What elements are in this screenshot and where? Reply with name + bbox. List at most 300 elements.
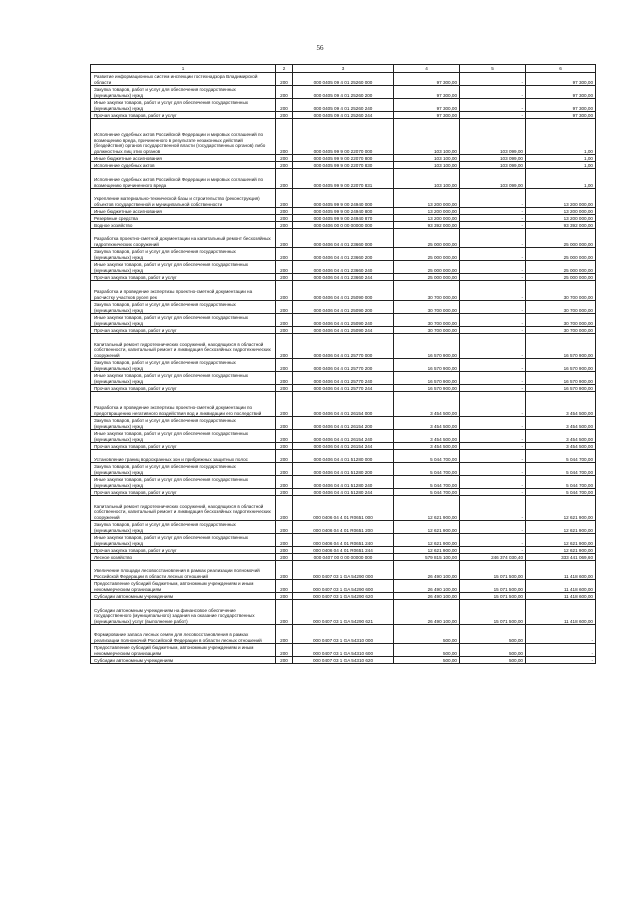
row-value: 16 570 900,00 bbox=[526, 359, 596, 372]
row-label: Установление границ водоохранных зон и прибрежных защитных полос bbox=[91, 450, 276, 463]
row-value: 16 570 900,00 bbox=[526, 334, 596, 359]
row-label: Разработка и проведение экспертизы проектно-сметной документации на расчистку участков русел рек bbox=[91, 281, 276, 301]
table-row bbox=[91, 112, 596, 119]
row-value: 97 300,00 bbox=[526, 86, 596, 99]
table-row bbox=[91, 561, 596, 580]
row-value: 200 bbox=[276, 580, 293, 593]
row-value: 15 071 500,00 bbox=[460, 593, 526, 600]
row-value: 200 bbox=[276, 392, 293, 417]
row-value: 000 0407 03 1 GA 54310 600 bbox=[293, 644, 394, 657]
row-label: Закупка товаров, работ и услуг для обеспечения государственных (муниципальных) нужд bbox=[91, 417, 276, 430]
table-row bbox=[91, 301, 596, 314]
row-value: - bbox=[460, 476, 526, 489]
row-label: Водное хозяйство bbox=[91, 222, 276, 229]
row-value: 12 621 900,00 bbox=[394, 496, 460, 521]
row-value: 3 454 500,00 bbox=[394, 443, 460, 450]
row-value: 3 454 500,00 bbox=[394, 392, 460, 417]
table-row bbox=[91, 430, 596, 443]
row-value: 200 bbox=[276, 189, 293, 208]
row-value: 25 000 000,00 bbox=[526, 248, 596, 261]
row-value: 200 bbox=[276, 534, 293, 547]
row-value: 16 570 900,00 bbox=[526, 372, 596, 385]
row-label: Прочая закупка товаров, работ и услуг bbox=[91, 489, 276, 496]
row-value: 000 0406 04 4 01 25090 240 bbox=[293, 314, 394, 327]
table-row bbox=[91, 476, 596, 489]
row-value: - bbox=[460, 450, 526, 463]
table-row bbox=[91, 385, 596, 392]
row-value: 000 0406 04 4 01 51280 244 bbox=[293, 489, 394, 496]
row-value: 000 0406 04 4 01 51280 200 bbox=[293, 463, 394, 476]
row-value: 200 bbox=[276, 112, 293, 119]
row-value: 200 bbox=[276, 657, 293, 664]
row-value: 25 000 000,00 bbox=[394, 248, 460, 261]
row-value: 000 0407 03 1 GA 54290 620 bbox=[293, 593, 394, 600]
row-value: 16 570 900,00 bbox=[394, 359, 460, 372]
row-value: - bbox=[526, 625, 596, 644]
row-value: 200 bbox=[276, 99, 293, 112]
table-row bbox=[91, 443, 596, 450]
row-label: Прочая закупка товаров, работ и услуг bbox=[91, 327, 276, 334]
table-row bbox=[91, 580, 596, 593]
row-value: - bbox=[460, 385, 526, 392]
row-value: - bbox=[460, 86, 526, 99]
row-value: 200 bbox=[276, 261, 293, 274]
row-label: Прочая закупка товаров, работ и услуг bbox=[91, 443, 276, 450]
row-label: Иные закупки товаров, работ и услуг для обеспечения государственных (муниципальных) нужд bbox=[91, 314, 276, 327]
row-value: - bbox=[460, 463, 526, 476]
row-value: 12 621 900,00 bbox=[394, 521, 460, 534]
row-value: 16 570 900,00 bbox=[526, 385, 596, 392]
table-row bbox=[91, 489, 596, 496]
row-value: 200 bbox=[276, 215, 293, 222]
row-label: Лесное хозяйство bbox=[91, 554, 276, 561]
row-value: - bbox=[460, 547, 526, 554]
row-label: Закупка товаров, работ и услуг для обеспечения государственных (муниципальных) нужд bbox=[91, 301, 276, 314]
row-value: 13 200 000,00 bbox=[394, 189, 460, 208]
row-value: 1,00 bbox=[526, 162, 596, 169]
row-value: - bbox=[460, 430, 526, 443]
row-label: Иные закупки товаров, работ и услуг для обеспечения государственных (муниципальных) нужд bbox=[91, 372, 276, 385]
row-value: 5 044 700,00 bbox=[394, 489, 460, 496]
table-row bbox=[91, 521, 596, 534]
row-label: Закупка товаров, работ и услуг для обеспечения государственных (муниципальных) нужд bbox=[91, 86, 276, 99]
row-value: 000 0407 00 0 00 00000 000 bbox=[293, 554, 394, 561]
row-value: 26 490 100,00 bbox=[394, 600, 460, 625]
row-value: - bbox=[526, 657, 596, 664]
row-value: - bbox=[460, 261, 526, 274]
table-row bbox=[91, 169, 596, 189]
table-row bbox=[91, 534, 596, 547]
row-value: - bbox=[460, 112, 526, 119]
row-value: 25 000 000,00 bbox=[526, 229, 596, 248]
row-value: 15 071 500,00 bbox=[460, 561, 526, 580]
table-row bbox=[91, 208, 596, 215]
table-row bbox=[91, 417, 596, 430]
row-label: Исполнение судебных актов bbox=[91, 162, 276, 169]
row-value: 30 700 000,00 bbox=[394, 301, 460, 314]
row-value: 000 0406 04 4 01 25770 240 bbox=[293, 372, 394, 385]
column-header: 5 bbox=[460, 65, 526, 73]
row-value: 000 0406 00 0 00 00000 000 bbox=[293, 222, 394, 229]
table-row bbox=[91, 248, 596, 261]
row-value: - bbox=[460, 301, 526, 314]
table-row bbox=[91, 547, 596, 554]
row-value: - bbox=[460, 215, 526, 222]
row-value: 200 bbox=[276, 155, 293, 162]
row-value: 200 bbox=[276, 417, 293, 430]
row-value: 30 700 000,00 bbox=[526, 301, 596, 314]
row-value: 30 700 000,00 bbox=[526, 281, 596, 301]
row-value: 93 392 000,00 bbox=[394, 222, 460, 229]
table-row bbox=[91, 644, 596, 657]
row-value: 103 099,00 bbox=[460, 162, 526, 169]
row-value: 000 0406 04 4 01 R0651 000 bbox=[293, 496, 394, 521]
column-header: 3 bbox=[293, 65, 394, 73]
row-value: 000 0406 04 4 01 26154 244 bbox=[293, 443, 394, 450]
row-value: 200 bbox=[276, 301, 293, 314]
row-value: 500,00 bbox=[394, 644, 460, 657]
row-value: 1,00 bbox=[526, 155, 596, 162]
row-label: Иные бюджетные ассигнования bbox=[91, 155, 276, 162]
row-value: 200 bbox=[276, 443, 293, 450]
table-row bbox=[91, 372, 596, 385]
row-label: Увеличение площади лесовосстановления в рамках реализации полномочий Российской Федерации в области лесных отношений bbox=[91, 561, 276, 580]
row-value: 13 200 000,00 bbox=[526, 189, 596, 208]
row-value: 000 0405 99 9 00 24940 870 bbox=[293, 215, 394, 222]
table-row bbox=[91, 554, 596, 561]
row-value: 200 bbox=[276, 86, 293, 99]
row-value: 500,00 bbox=[460, 657, 526, 664]
row-value: 26 490 100,00 bbox=[394, 580, 460, 593]
row-value: 30 700 000,00 bbox=[394, 314, 460, 327]
row-value: 11 418 600,00 bbox=[526, 600, 596, 625]
row-value: 103 099,00 bbox=[460, 169, 526, 189]
row-value: 103 100,00 bbox=[394, 155, 460, 162]
row-label: Иные закупки товаров, работ и услуг для обеспечения государственных (муниципальных) нужд bbox=[91, 534, 276, 547]
row-value: 200 bbox=[276, 561, 293, 580]
row-value: 25 000 000,00 bbox=[394, 274, 460, 281]
row-value: 13 200 000,00 bbox=[526, 208, 596, 215]
row-value: - bbox=[460, 314, 526, 327]
row-value: 000 0405 09 4 01 25260 200 bbox=[293, 86, 394, 99]
row-value: 000 0406 04 4 01 25770 000 bbox=[293, 334, 394, 359]
row-value: 000 0406 04 4 01 51280 240 bbox=[293, 476, 394, 489]
row-value: - bbox=[460, 443, 526, 450]
row-value: 000 0406 04 4 01 23660 244 bbox=[293, 274, 394, 281]
table-row bbox=[91, 327, 596, 334]
row-value: 97 300,00 bbox=[526, 73, 596, 86]
row-value: 500,00 bbox=[460, 625, 526, 644]
row-value: 26 490 100,00 bbox=[394, 561, 460, 580]
row-value: 200 bbox=[276, 430, 293, 443]
row-label: Предоставление субсидий бюджетным, автономным учреждениям и иным некоммерческим организациям bbox=[91, 580, 276, 593]
table-row bbox=[91, 496, 596, 521]
row-value: 200 bbox=[276, 450, 293, 463]
row-value: 97 300,00 bbox=[526, 112, 596, 119]
row-value: 5 044 700,00 bbox=[526, 489, 596, 496]
row-label: Укрепление материально-технической базы и строительство (реконструкция) объектов государственной и муниципальной собственности bbox=[91, 189, 276, 208]
column-header: 4 bbox=[394, 65, 460, 73]
table-row bbox=[91, 463, 596, 476]
row-value: 97 300,00 bbox=[394, 86, 460, 99]
row-value: 000 0406 04 4 01 25090 244 bbox=[293, 327, 394, 334]
table-row bbox=[91, 73, 596, 86]
table-row bbox=[91, 450, 596, 463]
row-value: 12 621 900,00 bbox=[526, 521, 596, 534]
row-value: 000 0405 99 9 00 22070 800 bbox=[293, 155, 394, 162]
row-value: 333 441 069,60 bbox=[526, 554, 596, 561]
row-value: 25 000 000,00 bbox=[526, 261, 596, 274]
row-value: - bbox=[526, 644, 596, 657]
row-value: 200 bbox=[276, 385, 293, 392]
column-header: 6 bbox=[526, 65, 596, 73]
row-value: 000 0405 09 4 01 25260 000 bbox=[293, 73, 394, 86]
table-row bbox=[91, 155, 596, 162]
table-row bbox=[91, 281, 596, 301]
row-value: 200 bbox=[276, 359, 293, 372]
row-value: 1,00 bbox=[526, 169, 596, 189]
row-label: Субсидии автономным учреждениям bbox=[91, 657, 276, 664]
row-value: 000 0405 99 9 00 22070 000 bbox=[293, 119, 394, 155]
row-value: - bbox=[460, 417, 526, 430]
row-value: 246 374 030,40 bbox=[460, 554, 526, 561]
row-value: 30 700 000,00 bbox=[394, 327, 460, 334]
row-value: 97 300,00 bbox=[394, 99, 460, 112]
row-value: 25 000 000,00 bbox=[394, 261, 460, 274]
row-value: 200 bbox=[276, 274, 293, 281]
row-value: 5 044 700,00 bbox=[526, 476, 596, 489]
row-value: 000 0405 99 9 00 22070 831 bbox=[293, 169, 394, 189]
page-number: 56 bbox=[316, 44, 324, 52]
row-value: 000 0406 04 4 01 23660 200 bbox=[293, 248, 394, 261]
table-row bbox=[91, 593, 596, 600]
row-value: 000 0407 03 1 GA 54290 621 bbox=[293, 600, 394, 625]
row-value: 5 044 700,00 bbox=[394, 476, 460, 489]
row-value: 200 bbox=[276, 521, 293, 534]
row-value: 000 0405 99 9 00 22070 830 bbox=[293, 162, 394, 169]
table-row bbox=[91, 274, 596, 281]
row-value: 000 0406 04 4 01 25770 244 bbox=[293, 385, 394, 392]
row-value: 12 621 900,00 bbox=[526, 534, 596, 547]
row-value: - bbox=[460, 496, 526, 521]
row-label: Субсидии автономным учреждениям bbox=[91, 593, 276, 600]
row-value: 16 570 900,00 bbox=[394, 385, 460, 392]
row-value: 000 0407 03 1 GA 54290 600 bbox=[293, 580, 394, 593]
row-value: 200 bbox=[276, 496, 293, 521]
row-label: Капитальный ремонт гидротехнических сооружений, находящихся в областной собственности, капитальный ремонт и ликвидация бесхозяйных гидротехнических сооружений bbox=[91, 496, 276, 521]
row-value: 97 300,00 bbox=[526, 99, 596, 112]
table-row bbox=[91, 222, 596, 229]
row-value: 200 bbox=[276, 314, 293, 327]
row-value: 26 490 100,00 bbox=[394, 593, 460, 600]
row-label: Субсидии автономным учреждениям на финансовое обеспечение государственного (муниципального) задания на оказание государственных (муниципальных) услуг (выполнение работ) bbox=[91, 600, 276, 625]
row-value: 000 0405 09 4 01 25260 240 bbox=[293, 99, 394, 112]
table-body bbox=[91, 73, 596, 664]
row-label: Иные закупки товаров, работ и услуг для обеспечения государственных (муниципальных) нужд bbox=[91, 430, 276, 443]
row-value: 200 bbox=[276, 229, 293, 248]
row-value: 5 044 700,00 bbox=[394, 463, 460, 476]
table-row bbox=[91, 119, 596, 155]
row-value: 103 100,00 bbox=[394, 162, 460, 169]
row-value: 200 bbox=[276, 334, 293, 359]
row-value: 000 0407 03 1 GA 54290 000 bbox=[293, 561, 394, 580]
table-row bbox=[91, 625, 596, 644]
table-row bbox=[91, 657, 596, 664]
row-value: - bbox=[460, 229, 526, 248]
row-value: - bbox=[460, 489, 526, 496]
row-value: - bbox=[460, 99, 526, 112]
row-value: 200 bbox=[276, 208, 293, 215]
row-value: 000 0406 04 4 01 51280 000 bbox=[293, 450, 394, 463]
row-label: Разработка проектно-сметной документации на капитальный ремонт бесхозяйных гидротехнических сооружений bbox=[91, 229, 276, 248]
table-row bbox=[91, 86, 596, 99]
row-label: Иные бюджетные ассигнования bbox=[91, 208, 276, 215]
row-value: 000 0407 03 1 GA 54310 620 bbox=[293, 657, 394, 664]
row-value: 12 621 900,00 bbox=[526, 547, 596, 554]
row-value: - bbox=[460, 521, 526, 534]
row-value: 93 392 000,00 bbox=[526, 222, 596, 229]
row-value: 25 000 000,00 bbox=[394, 229, 460, 248]
row-label: Иные закупки товаров, работ и услуг для обеспечения государственных (муниципальных) нужд bbox=[91, 99, 276, 112]
row-value: 3 454 500,00 bbox=[394, 430, 460, 443]
column-number-row bbox=[91, 65, 596, 73]
row-label: Развитие информационных систем инспекции гостехнадзора Владимирской области bbox=[91, 73, 276, 86]
row-value: 12 621 900,00 bbox=[526, 496, 596, 521]
row-value: 000 0406 04 4 01 23660 000 bbox=[293, 229, 394, 248]
table-row bbox=[91, 359, 596, 372]
row-value: 16 570 900,00 bbox=[394, 334, 460, 359]
row-value: 579 815 100,00 bbox=[394, 554, 460, 561]
row-value: 11 418 600,00 bbox=[526, 580, 596, 593]
row-value: 3 454 500,00 bbox=[526, 417, 596, 430]
row-label: Предоставление субсидий бюджетным, автономным учреждениям и иным некоммерческим организациям bbox=[91, 644, 276, 657]
row-value: 12 621 900,00 bbox=[394, 547, 460, 554]
row-label: Формирование запаса лесных семян для лесовосстановления в рамках реализации полномочий Российской Федерации в области лесных отношений bbox=[91, 625, 276, 644]
row-value: - bbox=[460, 274, 526, 281]
row-value: 000 0406 04 4 01 25090 000 bbox=[293, 281, 394, 301]
table-row bbox=[91, 229, 596, 248]
row-value: 15 071 500,00 bbox=[460, 600, 526, 625]
row-value: 30 700 000,00 bbox=[394, 281, 460, 301]
row-value: 200 bbox=[276, 625, 293, 644]
row-label: Закупка товаров, работ и услуг для обеспечения государственных (муниципальных) нужд bbox=[91, 463, 276, 476]
table-row bbox=[91, 334, 596, 359]
row-label: Закупка товаров, работ и услуг для обеспечения государственных (муниципальных) нужд bbox=[91, 521, 276, 534]
row-value: 103 100,00 bbox=[394, 119, 460, 155]
row-value: 12 621 900,00 bbox=[394, 534, 460, 547]
row-value: 000 0406 04 4 01 R0651 244 bbox=[293, 547, 394, 554]
row-value: 000 0406 04 4 01 26154 200 bbox=[293, 417, 394, 430]
column-header: 2 bbox=[276, 65, 293, 73]
row-label: Прочая закупка товаров, работ и услуг bbox=[91, 547, 276, 554]
row-value: 5 044 700,00 bbox=[394, 450, 460, 463]
row-value: 200 bbox=[276, 169, 293, 189]
row-label: Закупка товаров, работ и услуг для обеспечения государственных (муниципальных) нужд bbox=[91, 248, 276, 261]
row-value: 103 100,00 bbox=[394, 169, 460, 189]
row-label: Иные закупки товаров, работ и услуг для обеспечения государственных (муниципальных) нужд bbox=[91, 261, 276, 274]
row-value: 000 0406 04 4 01 23660 240 bbox=[293, 261, 394, 274]
row-value: 200 bbox=[276, 281, 293, 301]
row-value: 200 bbox=[276, 327, 293, 334]
row-value: 200 bbox=[276, 547, 293, 554]
row-value: 30 700 000,00 bbox=[526, 327, 596, 334]
row-label: Исполнение судебных актов Российской Федерации и мировых соглашений по возмещению вреда, причиненного в результате незаконных действий (бездействия) органов государственной власти (государственных органов) либо должностных лиц этих органов bbox=[91, 119, 276, 155]
row-value: 3 454 500,00 bbox=[526, 443, 596, 450]
row-value: 3 454 500,00 bbox=[526, 430, 596, 443]
row-value: 11 418 600,00 bbox=[526, 593, 596, 600]
row-label: Прочая закупка товаров, работ и услуг bbox=[91, 274, 276, 281]
row-value: 97 300,00 bbox=[394, 73, 460, 86]
row-value: 200 bbox=[276, 248, 293, 261]
row-value: 500,00 bbox=[394, 657, 460, 664]
row-value: 500,00 bbox=[394, 625, 460, 644]
row-label: Закупка товаров, работ и услуг для обеспечения государственных (муниципальных) нужд bbox=[91, 359, 276, 372]
table-row bbox=[91, 189, 596, 208]
row-value: 103 099,00 bbox=[460, 119, 526, 155]
row-label: Исполнение судебных актов Российской Федерации и мировых соглашений по возмещению причиненного вреда bbox=[91, 169, 276, 189]
row-label: Разработка и проведение экспертизы проектно-сметной документации по предотвращению негативного воздействия вод и ликвидации его последствий bbox=[91, 392, 276, 417]
table-row bbox=[91, 261, 596, 274]
row-value: 500,00 bbox=[460, 644, 526, 657]
row-value: 200 bbox=[276, 73, 293, 86]
column-header: 1 bbox=[91, 65, 276, 73]
row-value: - bbox=[460, 327, 526, 334]
row-value: 200 bbox=[276, 162, 293, 169]
row-value: 5 044 700,00 bbox=[526, 463, 596, 476]
row-value: - bbox=[460, 372, 526, 385]
row-value: 3 454 500,00 bbox=[526, 392, 596, 417]
row-value: 16 570 900,00 bbox=[394, 372, 460, 385]
row-value: 103 099,00 bbox=[460, 155, 526, 162]
row-value: 000 0406 04 4 01 26154 240 bbox=[293, 430, 394, 443]
row-value: 11 418 600,00 bbox=[526, 561, 596, 580]
row-value: 000 0406 04 4 01 25090 200 bbox=[293, 301, 394, 314]
row-value: 200 bbox=[276, 593, 293, 600]
row-value: 000 0406 04 4 01 R0651 200 bbox=[293, 521, 394, 534]
row-value: 30 700 000,00 bbox=[526, 314, 596, 327]
row-value: - bbox=[460, 208, 526, 215]
row-value: 200 bbox=[276, 222, 293, 229]
row-value: 5 044 700,00 bbox=[526, 450, 596, 463]
row-value: 200 bbox=[276, 600, 293, 625]
row-value: 200 bbox=[276, 476, 293, 489]
row-value: 97 300,00 bbox=[394, 112, 460, 119]
row-value: 15 071 500,00 bbox=[460, 580, 526, 593]
row-value: 000 0406 04 4 01 25770 200 bbox=[293, 359, 394, 372]
table-row bbox=[91, 314, 596, 327]
row-value: 13 200 000,00 bbox=[526, 215, 596, 222]
row-value: 000 0407 03 1 GA 54310 000 bbox=[293, 625, 394, 644]
row-value: 200 bbox=[276, 644, 293, 657]
row-value: - bbox=[460, 359, 526, 372]
row-value: - bbox=[460, 248, 526, 261]
row-value: 000 0405 99 9 00 24940 800 bbox=[293, 208, 394, 215]
row-value: 000 0405 99 9 00 24940 000 bbox=[293, 189, 394, 208]
row-value: 1,00 bbox=[526, 119, 596, 155]
row-value: - bbox=[460, 222, 526, 229]
table-row bbox=[91, 392, 596, 417]
row-value: - bbox=[460, 534, 526, 547]
row-value: 13 200 000,00 bbox=[394, 208, 460, 215]
row-value: 200 bbox=[276, 489, 293, 496]
row-value: 000 0405 09 4 01 25260 244 bbox=[293, 112, 394, 119]
row-value: 000 0406 04 4 01 26154 000 bbox=[293, 392, 394, 417]
row-value: 13 200 000,00 bbox=[394, 215, 460, 222]
row-value: 200 bbox=[276, 119, 293, 155]
row-value: 200 bbox=[276, 463, 293, 476]
budget-table bbox=[90, 64, 596, 664]
row-label: Прочая закупка товаров, работ и услуг bbox=[91, 112, 276, 119]
